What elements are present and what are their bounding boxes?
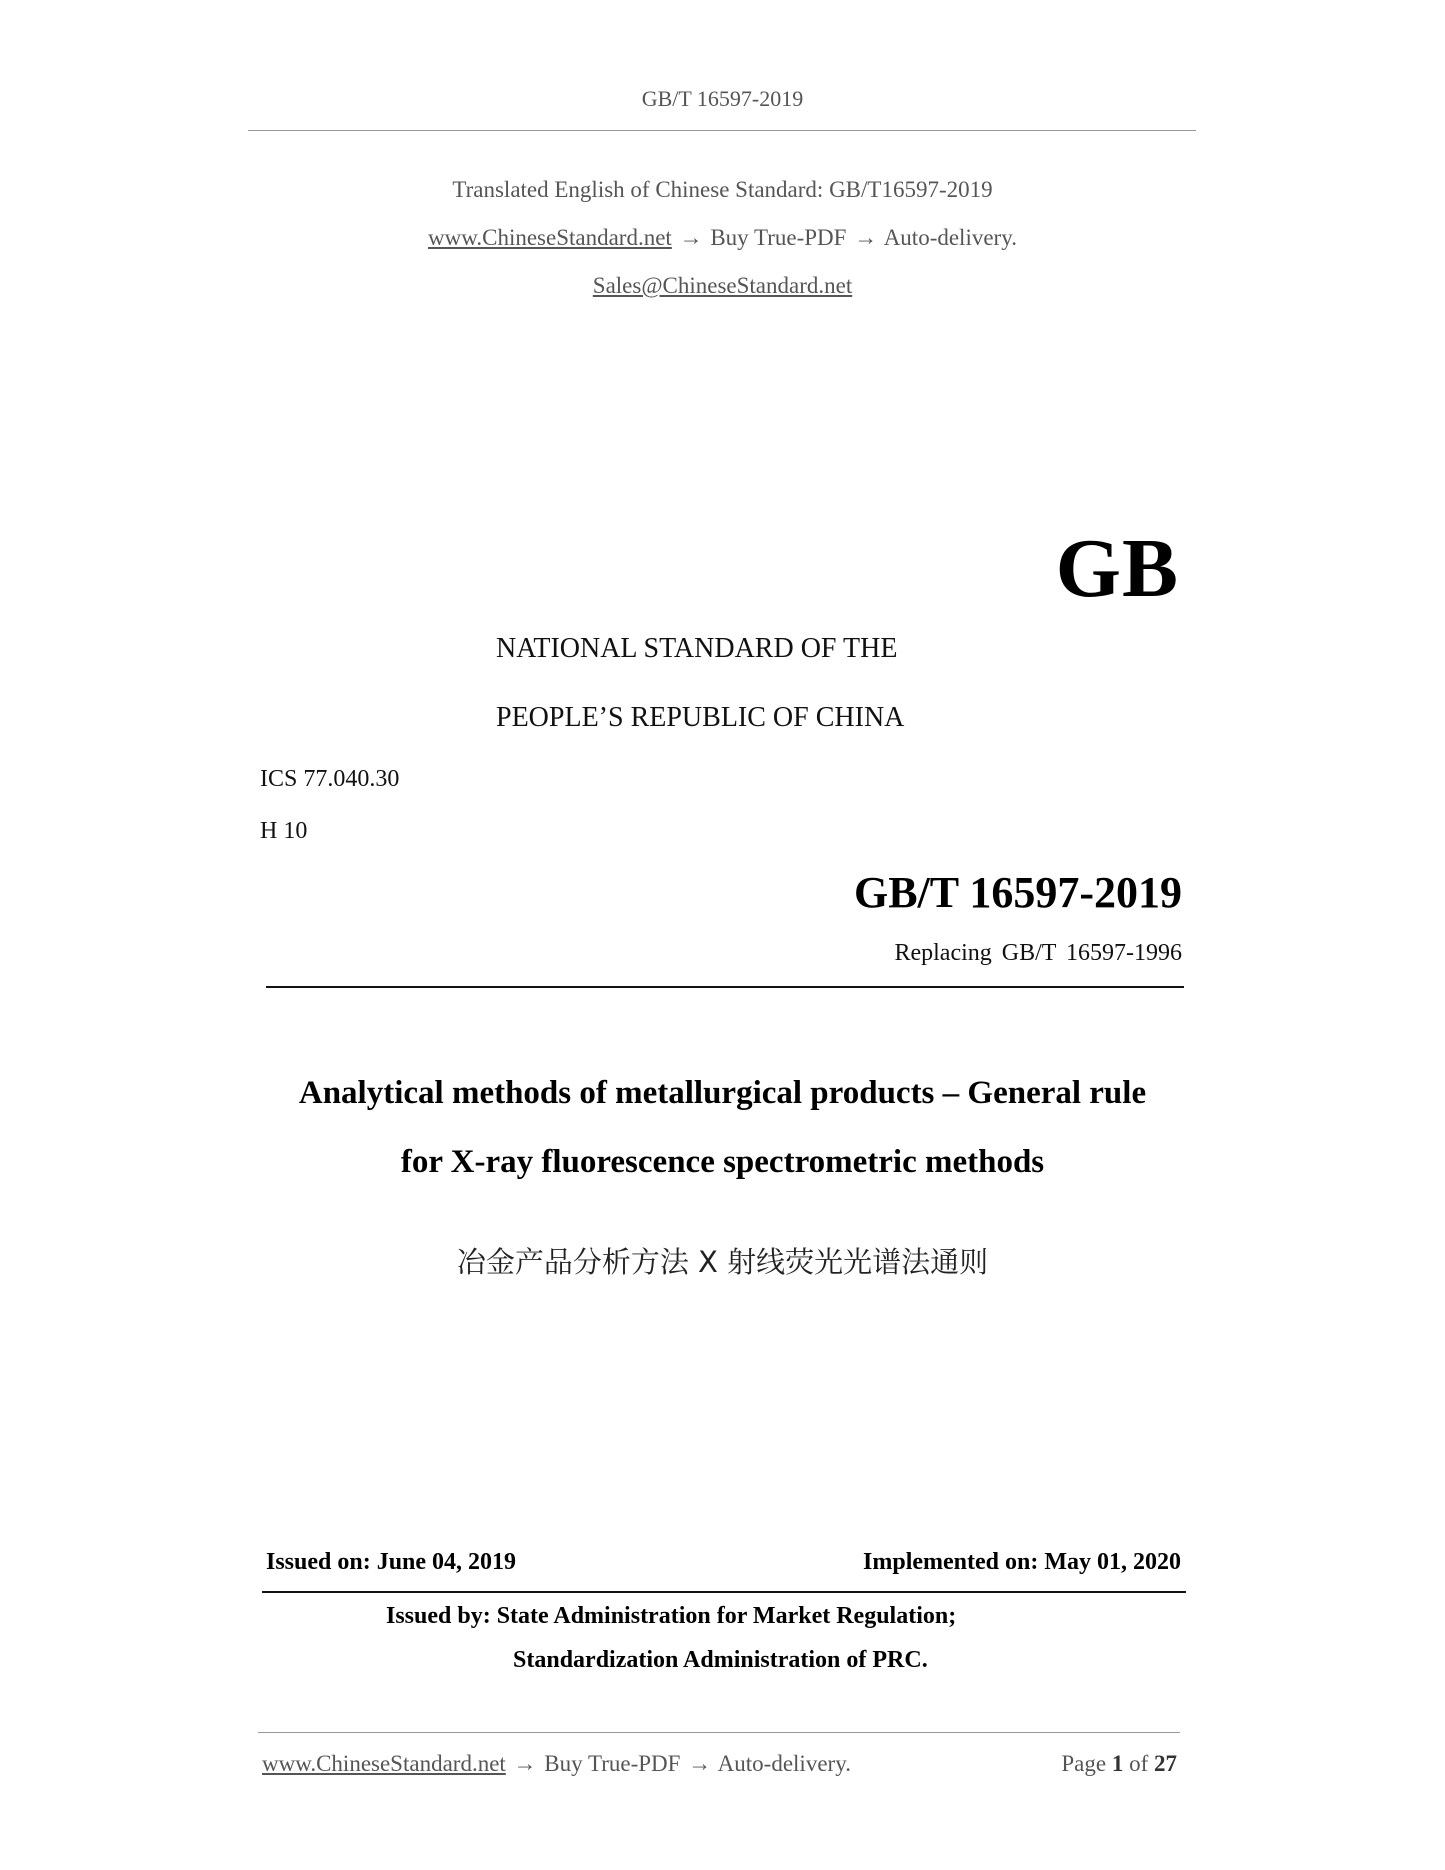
buy-true-pdf-text: Buy True-PDF: [710, 225, 847, 250]
arrow-right-icon: →: [688, 1751, 712, 1776]
footer-purchase-line: [262, 1751, 851, 1777]
header-divider: [248, 130, 1196, 131]
chinese-title: 冶金产品分析方法 X 射线荧光光谱法通则: [456, 1245, 989, 1279]
issue-divider: [262, 1591, 1186, 1593]
ccs-code: H 10: [260, 818, 308, 844]
page-word: Page: [1061, 1751, 1107, 1776]
of-word: of: [1129, 1751, 1149, 1776]
arrow-right-icon: →: [679, 225, 703, 250]
national-standard-line-2: PEOPLE’S REPUBLIC OF CHINA: [496, 702, 905, 733]
cover-divider: [266, 986, 1184, 988]
ics-code: ICS 77.040.30: [260, 766, 400, 792]
footer-divider: [258, 1732, 1180, 1733]
issued-on-date: Issued on: June 04, 2019: [266, 1549, 517, 1575]
purchase-line: [0, 225, 1445, 251]
issued-by-line-2: Standardization Administration of PRC.: [513, 1647, 928, 1673]
standard-code: GB/T 16597-2019: [853, 868, 1182, 917]
translation-notice: Translated English of Chinese Standard: GB/T16597-2019: [452, 177, 993, 202]
national-standard-line-1: NATIONAL STANDARD OF THE: [496, 633, 898, 664]
email-line: [0, 273, 1445, 299]
auto-delivery-text: Auto-delivery.: [883, 225, 1017, 250]
replacing-note: Replacing GB/T 16597-1996: [894, 940, 1182, 966]
issued-by-line-1: Issued by: State Administration for Market Regulation;: [386, 1603, 957, 1629]
site-link[interactable]: www.ChineseStandard.net: [428, 225, 672, 250]
implemented-on-date: Implemented on: May 01, 2020: [863, 1549, 1181, 1575]
document-title-line-2: for X-ray fluorescence spectrometric methods: [400, 1144, 1045, 1180]
sales-email-link[interactable]: Sales@ChineseStandard.net: [592, 273, 853, 298]
gb-logo-mark: GB: [1055, 522, 1179, 615]
document-title-line-1: Analytical methods of metallurgical products – General rule: [298, 1075, 1147, 1111]
page-total: 27: [1154, 1751, 1177, 1776]
footer-site-link[interactable]: www.ChineseStandard.net: [262, 1751, 506, 1776]
page-indicator: [1061, 1751, 1177, 1777]
running-header-code: GB/T 16597-2019: [641, 86, 804, 111]
footer-buy-true-pdf-text: Buy True-PDF: [544, 1751, 681, 1776]
page-number: 1: [1111, 1751, 1124, 1776]
footer-auto-delivery-text: Auto-delivery.: [717, 1751, 851, 1776]
arrow-right-icon: →: [854, 225, 878, 250]
arrow-right-icon: →: [513, 1751, 537, 1776]
